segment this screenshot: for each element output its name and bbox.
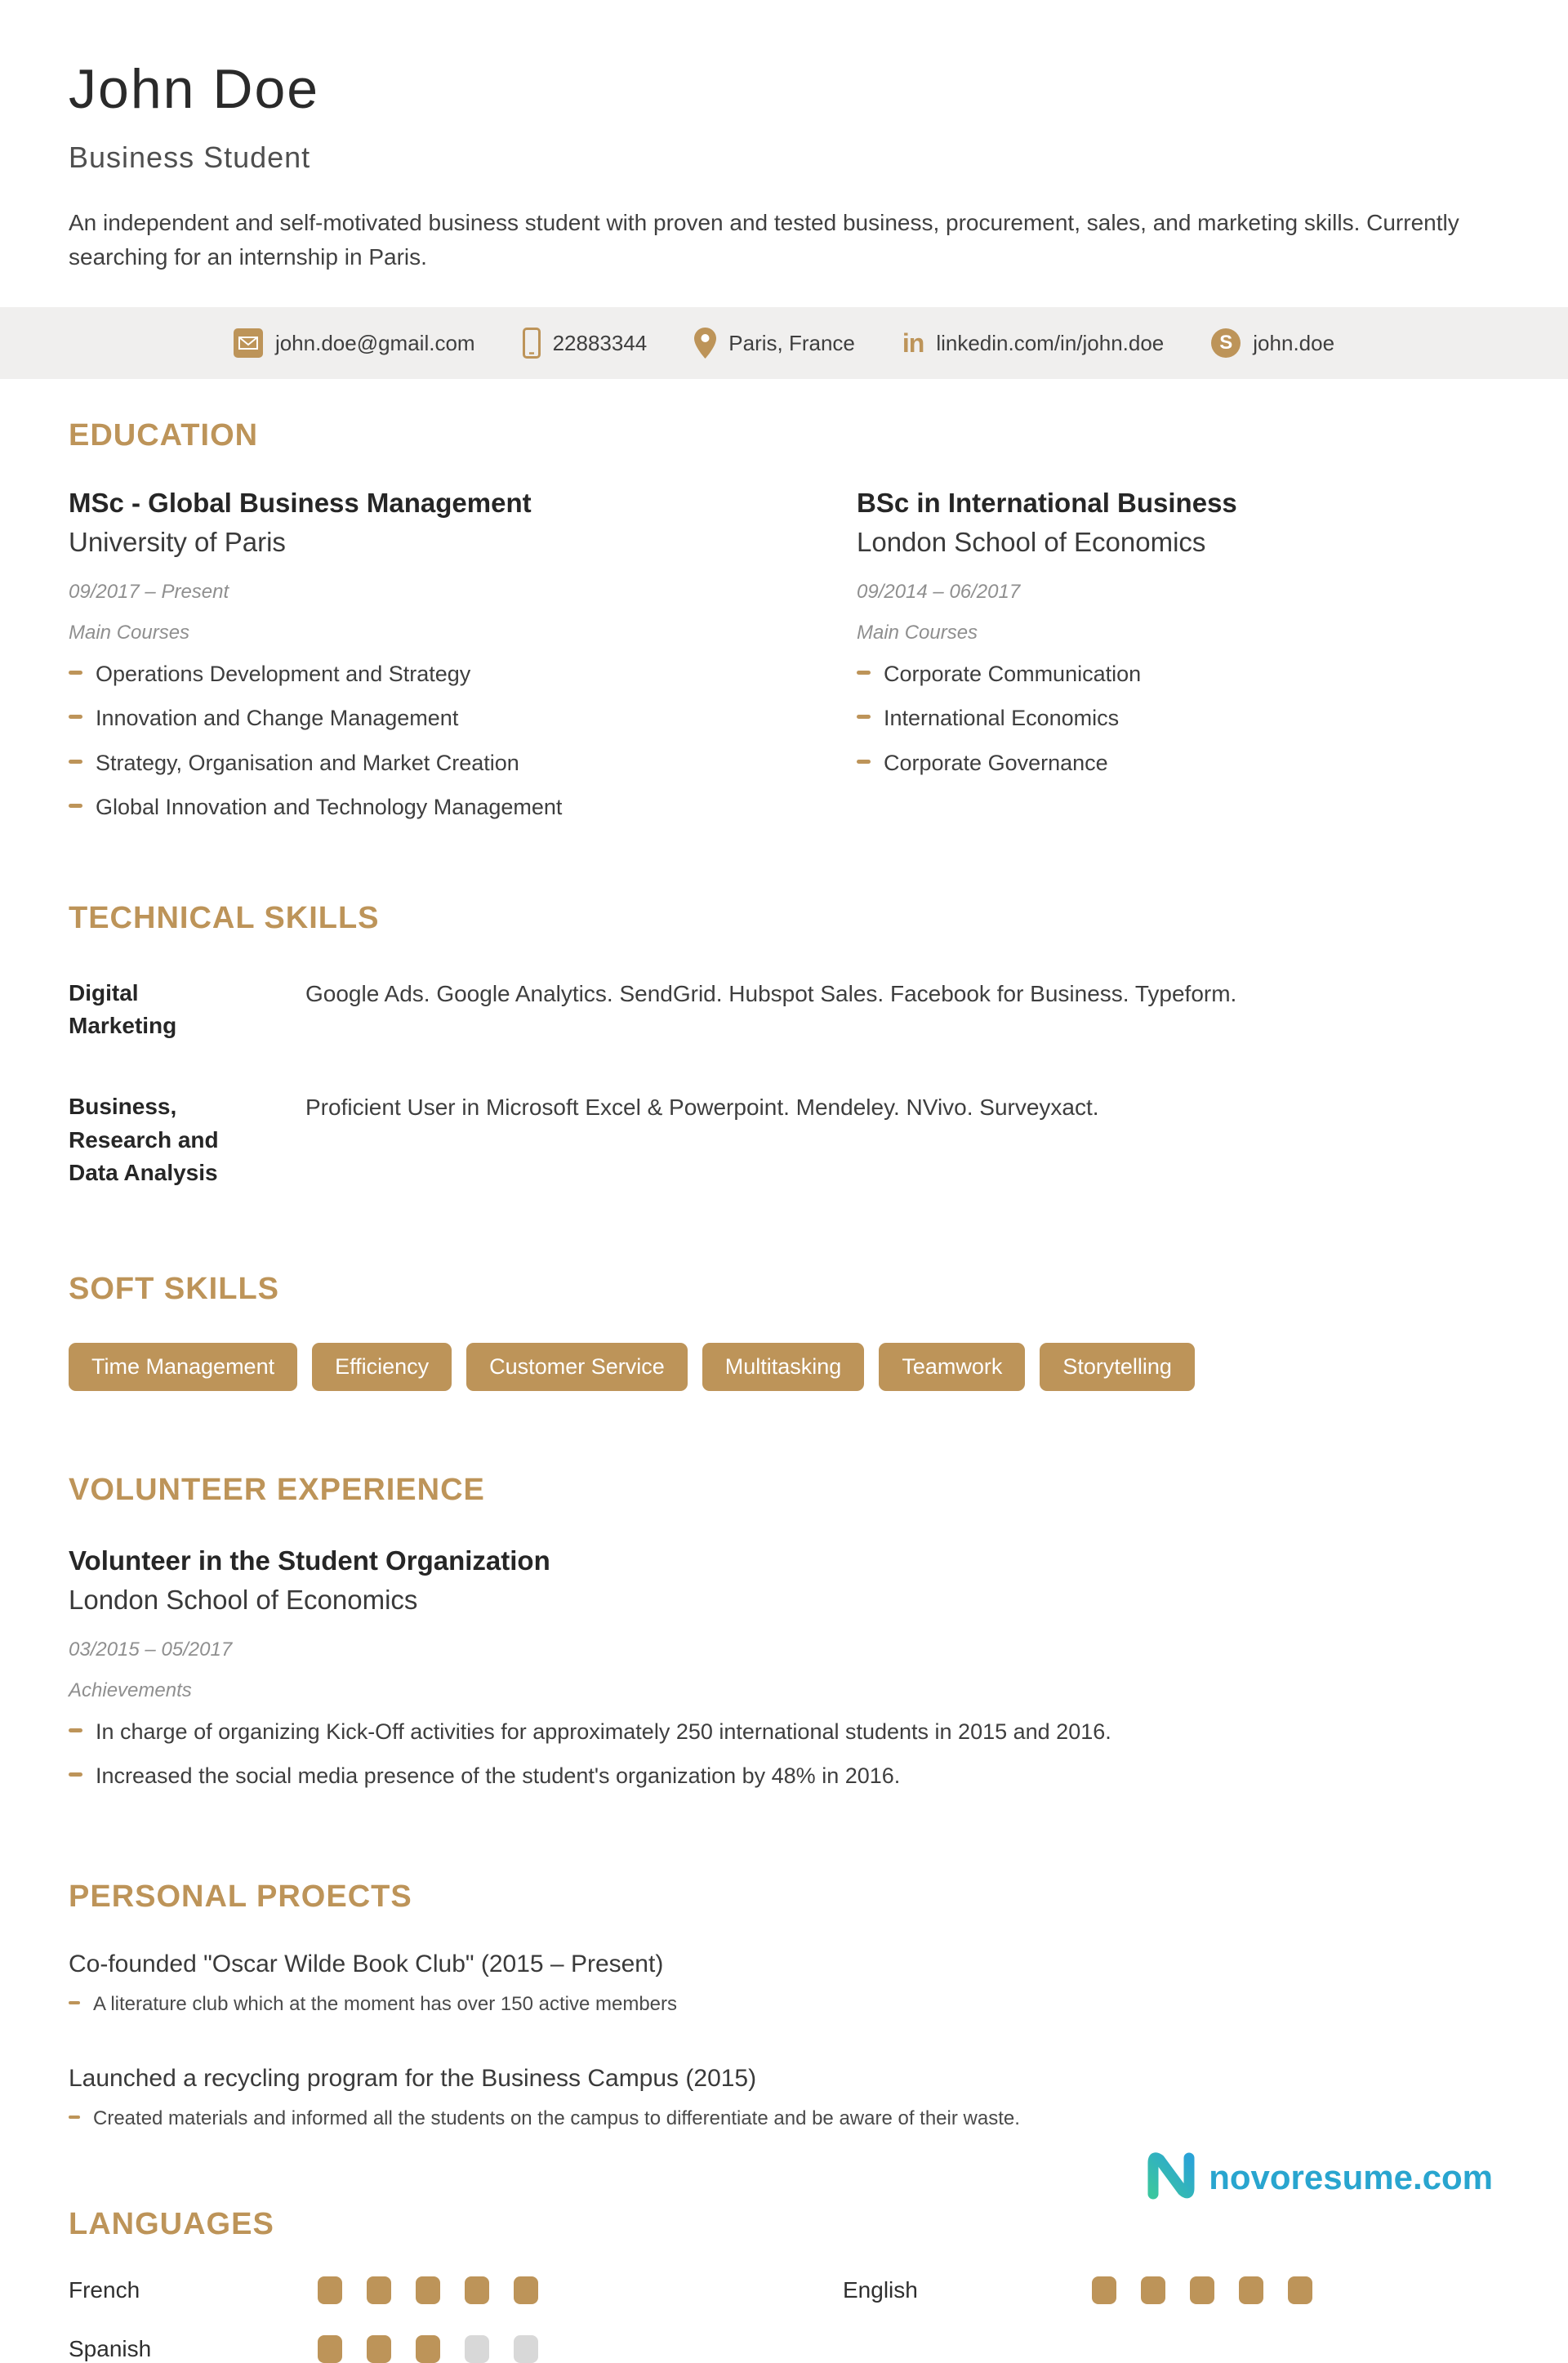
language-name: English bbox=[843, 2277, 918, 2303]
skill-description: Proficient User in Microsoft Excel & Powerpoint. Mendeley. NVivo. Surveyxact. bbox=[305, 1094, 1099, 1120]
contact-email-value[interactable]: john.doe@gmail.com bbox=[274, 330, 475, 355]
project-item bbox=[69, 1951, 1499, 2017]
bullet-dash-icon bbox=[69, 671, 82, 675]
contact-phone bbox=[523, 328, 648, 359]
soft-skills-heading: SOFT SKILLS bbox=[69, 1271, 279, 1306]
summary-text: An independent and self-motivated business student with proven and tested business, procurement, sales, and marketing skills. Currently searching for an internship in Paris. bbox=[69, 210, 1459, 270]
language-level-square bbox=[318, 2335, 342, 2363]
section-education bbox=[69, 418, 1499, 823]
school-name: University of Paris bbox=[69, 527, 286, 557]
technical-skills-heading: TECHNICAL SKILLS bbox=[69, 900, 380, 935]
language-level-square bbox=[1239, 2276, 1263, 2304]
language-level-square bbox=[465, 2335, 489, 2363]
courses-label: Main Courses bbox=[69, 622, 190, 644]
soft-skill-badge: Time Management bbox=[69, 1343, 297, 1391]
section-languages bbox=[69, 2207, 1499, 2363]
bullet-dash-icon bbox=[69, 1772, 82, 1777]
section-volunteer bbox=[69, 1473, 1499, 1791]
person-job-title: Business Student bbox=[69, 140, 311, 174]
project-detail: Created materials and informed all the students on the campus to differentiate and be aware of their waste. bbox=[69, 2106, 1499, 2132]
novoresume-logo[interactable] bbox=[1145, 2150, 1493, 2205]
content bbox=[0, 418, 1568, 2363]
language-row bbox=[69, 2335, 843, 2363]
email-icon bbox=[234, 328, 263, 358]
language-row bbox=[843, 2276, 1499, 2304]
volunteer-role-title: Volunteer in the Student Organization bbox=[69, 1545, 550, 1576]
school-name: London School of Economics bbox=[857, 527, 1206, 557]
language-level-square bbox=[1141, 2276, 1165, 2304]
phone-icon bbox=[523, 328, 541, 359]
location-pin-icon bbox=[694, 328, 716, 359]
languages-heading: LANGUAGES bbox=[69, 2207, 274, 2242]
skill-category: Digital Marketing bbox=[69, 979, 177, 1039]
volunteer-dates: 03/2015 – 05/2017 bbox=[69, 1638, 233, 1661]
language-level-square bbox=[1190, 2276, 1214, 2304]
soft-skill-badge: Teamwork bbox=[879, 1343, 1025, 1391]
soft-skill-badge: Customer Service bbox=[466, 1343, 688, 1391]
linkedin-icon: in bbox=[902, 328, 924, 358]
language-name: Spanish bbox=[69, 2336, 152, 2362]
contact-bar bbox=[0, 307, 1568, 379]
language-level-square bbox=[318, 2276, 342, 2304]
volunteer-org: London School of Economics bbox=[69, 1584, 418, 1615]
language-level-square bbox=[367, 2276, 391, 2304]
language-name: French bbox=[69, 2277, 140, 2303]
contact-location-value: Paris, France bbox=[728, 330, 855, 355]
education-entry bbox=[69, 488, 808, 823]
contact-skype bbox=[1211, 328, 1334, 358]
contact-linkedin-value[interactable]: linkedin.com/in/john.doe bbox=[936, 330, 1165, 355]
bullet-dash-icon bbox=[857, 760, 871, 764]
project-item bbox=[69, 2065, 1499, 2132]
project-title: Co-founded "Oscar Wilde Book Club" (2015 – Present) bbox=[69, 1950, 664, 1977]
education-entry bbox=[857, 488, 1499, 823]
section-soft-skills bbox=[69, 1272, 1499, 1391]
language-level-square bbox=[514, 2335, 538, 2363]
language-row bbox=[69, 2276, 843, 2304]
course-item: Strategy, Organisation and Market Creation bbox=[69, 748, 808, 778]
language-level-indicator bbox=[318, 2335, 538, 2363]
language-level-indicator bbox=[1092, 2276, 1312, 2304]
section-personal-projects bbox=[69, 1879, 1499, 2133]
header bbox=[0, 0, 1568, 274]
bullet-dash-icon bbox=[857, 671, 871, 675]
bullet-dash-icon bbox=[69, 2001, 80, 2004]
language-level-indicator bbox=[318, 2276, 538, 2304]
project-title: Launched a recycling program for the Business Campus (2015) bbox=[69, 2064, 757, 2092]
contact-skype-value[interactable]: john.doe bbox=[1253, 330, 1335, 355]
bullet-dash-icon bbox=[69, 1728, 82, 1732]
contact-phone-value[interactable]: 22883344 bbox=[552, 330, 648, 355]
course-item: Corporate Governance bbox=[857, 748, 1499, 778]
skill-row bbox=[69, 1090, 1499, 1190]
degree-title: BSc in International Business bbox=[857, 488, 1237, 518]
courses-label: Main Courses bbox=[857, 622, 978, 644]
bullet-dash-icon bbox=[857, 715, 871, 719]
language-level-square bbox=[367, 2335, 391, 2363]
course-item: Operations Development and Strategy bbox=[69, 659, 808, 689]
soft-skill-badge: Multitasking bbox=[702, 1343, 865, 1391]
date-range: 09/2017 – Present bbox=[69, 581, 229, 603]
skill-category: Business, Research and Data Analysis bbox=[69, 1093, 219, 1186]
projects-heading: PERSONAL PROECTS bbox=[69, 1879, 412, 1914]
course-item: Corporate Communication bbox=[857, 659, 1499, 689]
contact-linkedin bbox=[902, 330, 1164, 356]
language-level-square bbox=[514, 2276, 538, 2304]
course-item: Innovation and Change Management bbox=[69, 703, 808, 733]
achievement-item: In charge of organizing Kick-Off activities for approximately 250 international students in 2015 and 2016. bbox=[69, 1717, 1499, 1746]
contact-location bbox=[694, 328, 855, 359]
brand-text: novoresume.com bbox=[1209, 2158, 1493, 2196]
language-level-square bbox=[1288, 2276, 1312, 2304]
skill-description: Google Ads. Google Analytics. SendGrid. Hubspot Sales. Facebook for Business. Typeform. bbox=[305, 980, 1237, 1006]
date-range: 09/2014 – 06/2017 bbox=[857, 581, 1021, 603]
language-level-square bbox=[416, 2335, 440, 2363]
bullet-dash-icon bbox=[69, 760, 82, 764]
language-level-square bbox=[416, 2276, 440, 2304]
contact-email bbox=[234, 328, 475, 358]
course-item: Global Innovation and Technology Management bbox=[69, 792, 808, 822]
bullet-dash-icon bbox=[69, 2116, 80, 2119]
volunteer-heading: VOLUNTEER EXPERIENCE bbox=[69, 1472, 485, 1507]
course-item: International Economics bbox=[857, 703, 1499, 733]
language-level-square bbox=[465, 2276, 489, 2304]
person-name: John Doe bbox=[69, 58, 320, 120]
skype-icon: S bbox=[1211, 328, 1241, 358]
bullet-dash-icon bbox=[69, 804, 82, 808]
project-detail: A literature club which at the moment has over 150 active members bbox=[69, 1991, 1499, 2017]
achievement-item: Increased the social media presence of the student's organization by 48% in 2016. bbox=[69, 1761, 1499, 1790]
section-technical-skills bbox=[69, 901, 1499, 1190]
soft-skill-badge: Storytelling bbox=[1040, 1343, 1195, 1391]
education-heading: EDUCATION bbox=[69, 418, 259, 453]
bullet-dash-icon bbox=[69, 715, 82, 719]
soft-skill-badge: Efficiency bbox=[312, 1343, 452, 1391]
language-level-square bbox=[1092, 2276, 1116, 2304]
skill-row bbox=[69, 977, 1499, 1043]
novoresume-n-icon bbox=[1145, 2150, 1197, 2205]
degree-title: MSc - Global Business Management bbox=[69, 488, 532, 518]
achievements-label: Achievements bbox=[69, 1679, 192, 1701]
